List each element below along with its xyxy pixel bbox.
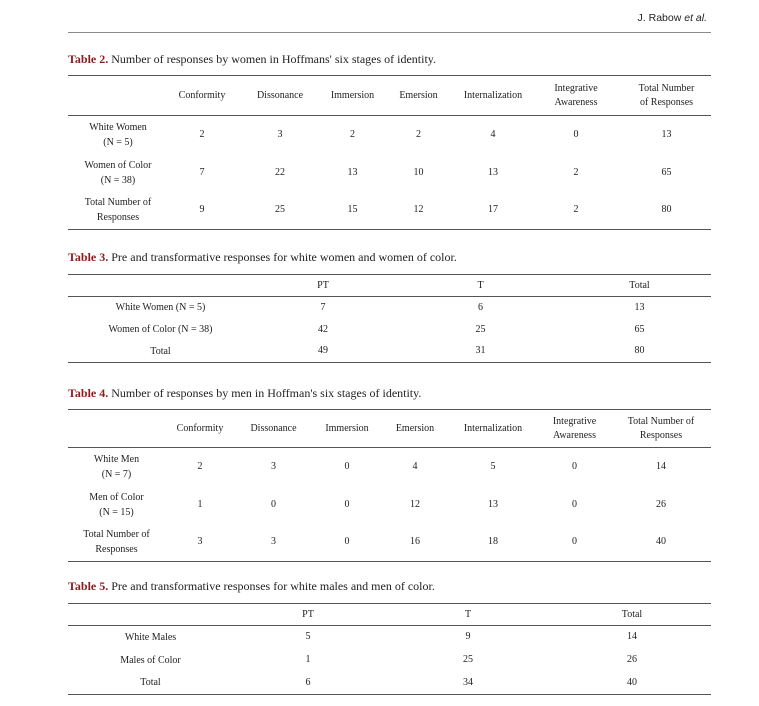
- table-cell: 65: [634, 323, 645, 335]
- table-2-header-row: [68, 76, 711, 116]
- table-cell: 1: [197, 498, 203, 510]
- table-5-row: [68, 649, 711, 672]
- table-3: [68, 274, 711, 363]
- table-4-row: [68, 524, 711, 562]
- table-cell: 0: [572, 498, 577, 510]
- column-header-blank: [68, 275, 253, 297]
- column-header: Integrative Awareness: [552, 415, 597, 441]
- column-header-blank: [68, 76, 168, 116]
- table-cell: 0: [344, 498, 350, 510]
- table-4-row: [68, 448, 711, 486]
- table-5-row: [68, 626, 711, 649]
- row-label: Men of Color (N = 15): [89, 491, 144, 518]
- row-label: Women of Color (N = 38): [108, 324, 213, 335]
- table-cell: 0: [344, 460, 350, 472]
- table-cell: 40: [627, 676, 637, 688]
- table-cell: 34: [463, 676, 473, 688]
- table-cell: 13: [661, 128, 672, 140]
- column-header: Integrative Awareness: [554, 82, 598, 108]
- table-cell: 80: [634, 345, 645, 357]
- row-label: Males of Color: [120, 654, 181, 666]
- table-cell: 17: [488, 204, 498, 216]
- column-header: Conformity: [176, 422, 224, 434]
- column-header: Emersion: [399, 89, 438, 101]
- table-2-row: [68, 116, 711, 154]
- table-5: [68, 603, 711, 695]
- table-3-caption: [68, 250, 457, 265]
- row-label: Total Number of Responses: [83, 529, 150, 556]
- column-header: Total Number of Responses: [638, 82, 695, 108]
- column-header: Immersion: [330, 89, 375, 101]
- table-2-caption: [68, 52, 436, 67]
- table-cell: 42: [318, 323, 328, 335]
- column-header: Immersion: [325, 422, 369, 434]
- table-cell: 9: [465, 631, 471, 643]
- table-cell: 65: [661, 166, 672, 178]
- table-cell: 7: [320, 301, 326, 313]
- table-cell: 40: [656, 536, 666, 548]
- table-cell: 10: [413, 166, 424, 178]
- table-cell: 26: [627, 654, 637, 665]
- table-cell: 6: [478, 301, 483, 313]
- table-cell: 2: [350, 128, 355, 140]
- table-cell: 12: [413, 204, 424, 216]
- table-cell: 0: [572, 536, 577, 548]
- table-cell: 3: [271, 460, 276, 472]
- column-header: PT: [302, 608, 314, 620]
- table-4-caption-text: Number of responses by men in Hoffman's six stages of identity.: [108, 386, 422, 400]
- table-5-caption-text: Pre and transformative responses for white males and men of color.: [108, 579, 435, 593]
- table-3-header-row: [68, 275, 711, 297]
- table-4-header-row: [68, 410, 711, 448]
- table-5-caption: [68, 579, 435, 594]
- table-cell: 2: [573, 204, 579, 216]
- row-label: White Men (N = 7): [93, 453, 140, 480]
- row-label: Total: [150, 345, 171, 357]
- column-header: Emersion: [395, 422, 435, 434]
- table-cell: 2: [573, 166, 579, 178]
- table-2: [68, 75, 711, 230]
- table-cell: 13: [488, 166, 498, 178]
- table-cell: 7: [199, 166, 205, 178]
- table-cell: 15: [347, 204, 358, 216]
- table-cell: 80: [661, 204, 672, 216]
- table-cell: 49: [318, 345, 328, 357]
- table-cell: 14: [627, 631, 637, 643]
- table-4-label: Table 4.: [68, 386, 109, 400]
- table-cell: 0: [344, 536, 350, 548]
- row-label: White Women (N = 5): [89, 121, 147, 148]
- table-cell: 25: [475, 323, 486, 335]
- running-head: [68, 0, 711, 33]
- table-5-label: Table 5.: [68, 579, 109, 593]
- column-header: T: [477, 279, 484, 291]
- table-4-caption: [68, 386, 421, 401]
- table-cell: 25: [463, 654, 473, 665]
- table-3-caption-text: Pre and transformative responses for white women and women of color.: [108, 250, 457, 264]
- table-4-row: [68, 486, 711, 524]
- table-cell: 0: [271, 498, 276, 510]
- column-header: PT: [317, 279, 329, 291]
- column-header: Dissonance: [250, 422, 297, 434]
- column-header: Internalization: [463, 422, 523, 434]
- table-cell: 22: [275, 166, 285, 178]
- table-5-header-row: [68, 604, 711, 626]
- table-2-caption-text: Number of responses by women in Hoffmans' six stages of identity.: [108, 52, 437, 66]
- column-header: Dissonance: [256, 89, 304, 101]
- table-cell: 0: [572, 460, 577, 472]
- table-cell: 5: [305, 631, 311, 643]
- table-cell: 4: [412, 460, 418, 472]
- table-cell: 25: [275, 204, 285, 216]
- column-header: Total Number of Responses: [627, 415, 695, 441]
- row-label: Women of Color (N = 38): [84, 159, 152, 186]
- table-cell: 18: [488, 536, 498, 548]
- table-cell: 5: [490, 460, 496, 472]
- table-cell: 4: [490, 128, 496, 140]
- table-cell: 2: [197, 460, 203, 472]
- row-label: White Women (N = 5): [115, 302, 206, 314]
- table-3-label: Table 3.: [68, 250, 109, 264]
- table-cell: 13: [488, 498, 498, 510]
- table-cell: 26: [656, 498, 666, 510]
- row-label: Total: [140, 677, 161, 689]
- table-cell: 3: [271, 536, 276, 548]
- table-cell: 2: [199, 128, 205, 140]
- table-3-row: [68, 341, 711, 363]
- author-running-head: J. Rabow et al.: [637, 12, 707, 24]
- table-cell: 16: [410, 536, 420, 548]
- table-cell: 13: [347, 166, 358, 178]
- table-cell: 3: [197, 536, 203, 548]
- table-cell: 12: [410, 498, 420, 510]
- table-cell: 6: [305, 676, 311, 688]
- table-cell: 1: [305, 654, 311, 665]
- table-5-row: [68, 672, 711, 695]
- table-2-row: [68, 154, 711, 192]
- table-2-row: [68, 192, 711, 230]
- table-2-label: Table 2.: [68, 52, 109, 66]
- table-cell: 2: [416, 128, 421, 140]
- table-cell: 3: [277, 128, 283, 140]
- table-cell: 14: [656, 460, 666, 472]
- column-header-blank: [68, 410, 165, 448]
- table-3-row: [68, 319, 711, 341]
- table-4: [68, 409, 711, 562]
- table-cell: 31: [475, 345, 486, 357]
- table-cell: 9: [199, 204, 205, 216]
- column-header: Total: [621, 608, 643, 620]
- column-header: Internalization: [463, 89, 523, 101]
- column-header-blank: [68, 604, 233, 626]
- table-cell: 0: [573, 128, 579, 140]
- column-header: T: [464, 608, 472, 620]
- row-label: Total Number of Responses: [84, 197, 152, 224]
- row-label: White Males: [124, 631, 177, 643]
- table-3-row: [68, 297, 711, 319]
- table-cell: 13: [634, 301, 645, 313]
- column-header: Conformity: [178, 89, 226, 101]
- column-header: Total: [629, 279, 650, 291]
